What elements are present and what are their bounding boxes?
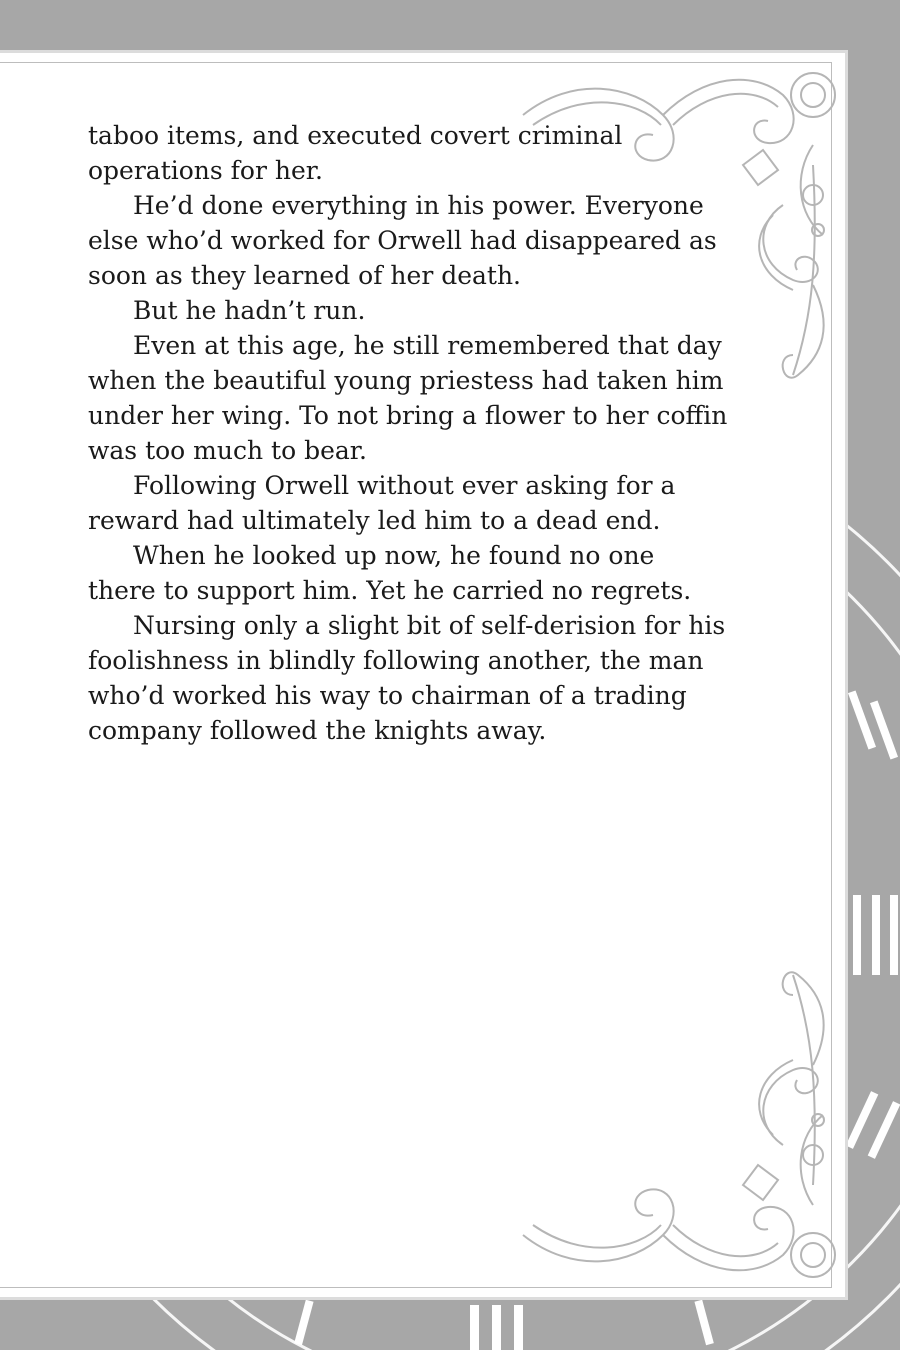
paragraph: But he hadn’t run. bbox=[133, 296, 366, 325]
story-text bbox=[88, 118, 728, 748]
paragraph: When he looked up now, he found no one there to support him. Yet he carried no regrets. bbox=[88, 541, 692, 605]
paragraph: Even at this age, he still remembered that day when the beautiful young priestess had taken him under her wing. To not bring a flower to her coffin was too much to bear. bbox=[88, 331, 728, 465]
paragraph: taboo items, and executed covert criminal operations for her. bbox=[88, 121, 623, 185]
paragraph: Nursing only a slight bit of self-derision for his foolishness in blindly following another, the man who’d worked his way to chairman of a trading company followed the knights away. bbox=[88, 611, 726, 745]
corner-flourish-bottom-right bbox=[513, 965, 843, 1295]
paragraph: He’d done everything in his power. Everyone else who’d worked for Orwell had disappeared as soon as they learned of her death. bbox=[88, 191, 717, 290]
paragraph: Following Orwell without ever asking for a reward had ultimately led him to a dead end. bbox=[88, 471, 676, 535]
